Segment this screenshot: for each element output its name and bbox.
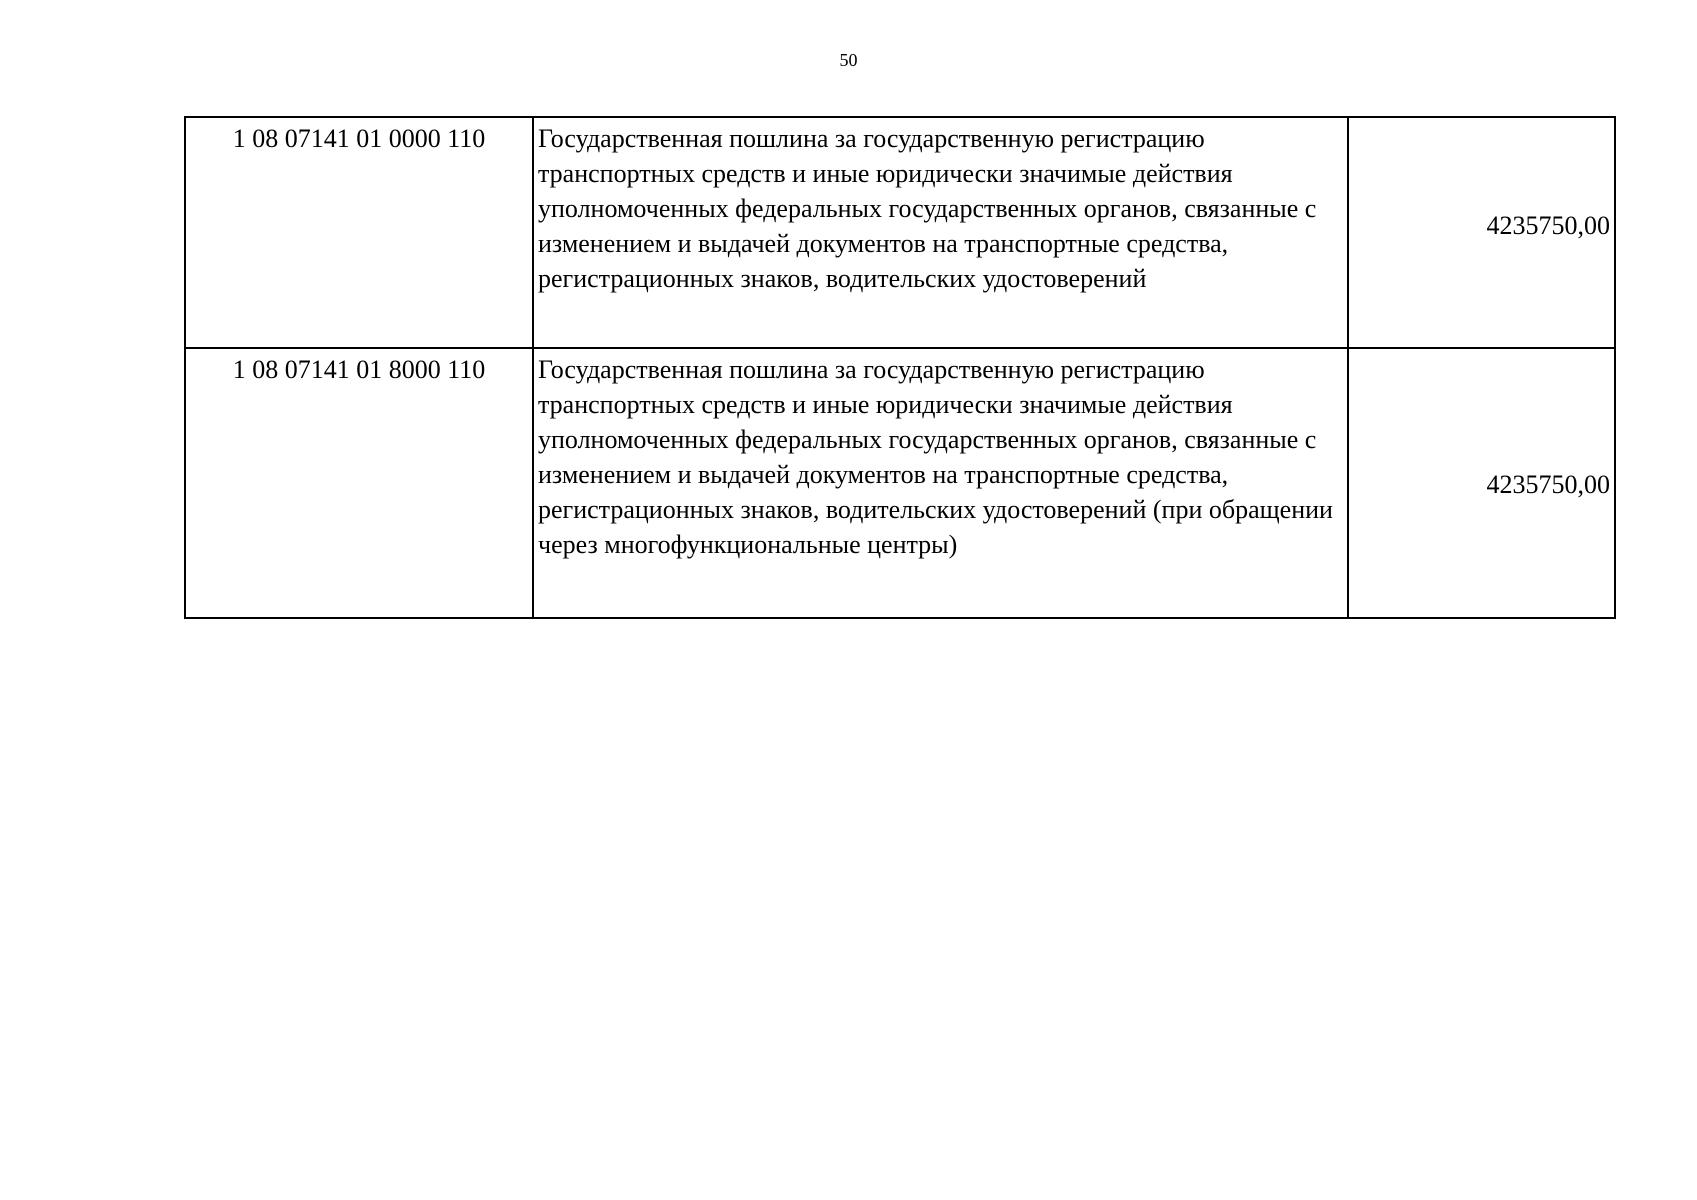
page-number: 50 <box>839 50 858 70</box>
table-row <box>185 348 1615 618</box>
budget-revenue-table <box>184 116 1616 619</box>
table-row <box>185 117 1615 348</box>
revenue-amount-cell: 4235750,00 <box>1348 117 1615 348</box>
revenue-name-cell: Государственная пошлина за государственную регистрацию транспортных средств и иные юридически значимые действия уполномоченных федеральных государственных органов, связанные с изменением и выдачей документов на транспортные средства, регистрационных знаков, водительских удостоверений <box>533 117 1348 348</box>
revenue-name-cell: Государственная пошлина за государственную регистрацию транспортных средств и иные юридически значимые действия уполномоченных федеральных государственных органов, связанные с изменением и выдачей документов на транспортные средства, регистрационных знаков, водительских удостоверений (при обращении через многофункциональные центры) <box>533 348 1348 618</box>
revenue-code-cell: 1 08 07141 01 8000 110 <box>185 348 533 618</box>
revenue-amount-cell: 4235750,00 <box>1348 348 1615 618</box>
revenue-code-cell: 1 08 07141 01 0000 110 <box>185 117 533 348</box>
